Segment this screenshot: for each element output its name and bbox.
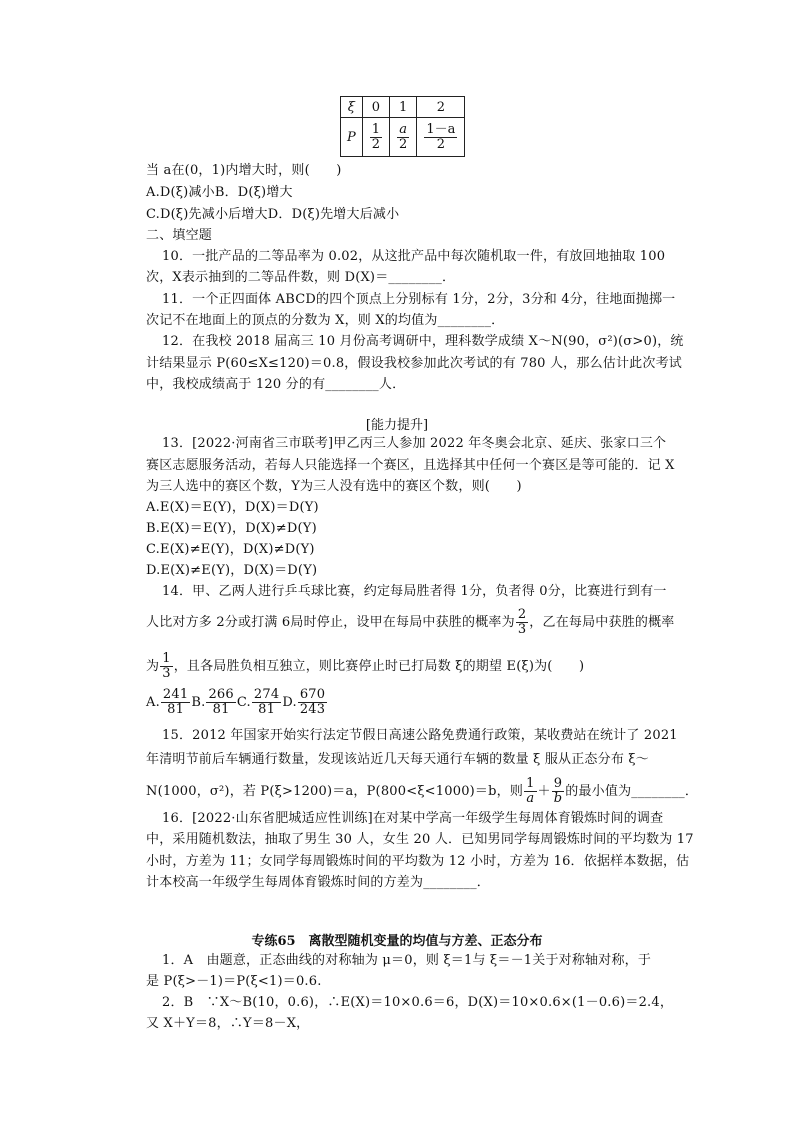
table-header-0: 0 xyxy=(362,97,389,118)
table-header-2: 2 xyxy=(417,97,465,118)
q13-line-3: 为三人选中的赛区个数，Y为三人没有选中的赛区个数，则( ) xyxy=(146,479,522,494)
q13-option-a: A.E(X)＝E(Y)，D(X)＝D(Y) xyxy=(146,500,319,515)
option-d-fraction: $\frac{670}{243}$ xyxy=(299,687,326,717)
q11-line-1: 11．一个正四面体 ABCD的四个顶点上分别标有 1分，2分，3分和 4分，往地面抛掷一 xyxy=(162,292,676,307)
fraction-nine-over-b: $\frac{9}{b}$ xyxy=(553,776,563,806)
q10-line-1: 10．一批产品的二等品率为 0.02，从这批产品中每次随机取一件，有放回地抽取 100 xyxy=(162,249,666,264)
q15-line-3: N(1000，σ²)，若 P(ξ>1200)＝a，P(800<ξ<1000)＝b，则 $\frac{1}{a}$ ＋ $\frac{9}{b}$ 的最小值为________． xyxy=(146,776,699,806)
q14-line-2: 人比对方多 2分或打满 6局时停止，设甲在每局中获胜的概率为 $\frac{2}{3}$ ，乙在每局中获胜的概率 xyxy=(146,607,675,637)
option-line-ab: A.D(ξ)减小B．D(ξ)增大 xyxy=(146,185,293,200)
fraction-one-over-a: $\frac{1}{a}$ xyxy=(526,776,535,806)
answer-1-line-2: 是 P(ξ>－1)＝P(ξ<1)＝0.6. xyxy=(146,974,322,989)
section-heading-fill-blank: 二、填空题 xyxy=(146,228,213,243)
q13-line-1: 13．[2022·河南省三市联考]甲乙丙三人参加 2022 年冬奥会北京、延庆、张家口三个 xyxy=(162,436,667,451)
option-b-fraction: $\frac{266}{81}$ xyxy=(208,687,234,717)
fraction-two-thirds: $\frac{2}{3}$ xyxy=(517,607,527,637)
q15-line-2: 年清明节前后车辆通行数量，发现该站近几天每天通行车辆的数量 ξ 服从正态分布 ξ～ xyxy=(146,752,649,767)
section-ability: [能力提升] xyxy=(365,418,429,433)
q13-option-d: D.E(X)≠E(Y)，D(X)＝D(Y) xyxy=(146,563,318,578)
option-a-fraction: $\frac{241}{81}$ xyxy=(162,687,189,717)
answer-1-line-1: 1．A 由题意，正态曲线的对称轴为 μ＝0，则 ξ＝1与 ξ＝－1关于对称轴对称，于 xyxy=(162,953,652,968)
q11-line-2: 次记不在地面上的顶点的分数为 X，则 X的均值为________． xyxy=(146,313,505,328)
q15-line-1: 15．2012 年国家开始实行法定节假日高速公路免费通行政策，某收费站在统计了 2021 xyxy=(162,728,678,743)
answer-2-line-2: 又 X＋Y＝8，∴Y＝8－X， xyxy=(146,1016,310,1031)
answer-section-title: 专练65 离散型随机变量的均值与方差、正态分布 xyxy=(251,934,543,949)
q16-line-2: 中，采用随机数法，抽取了男生 30 人，女生 20 人．已知男同学每周锻炼时间的平均数为 17 xyxy=(146,832,694,847)
q13-option-b: B.E(X)＝E(Y)，D(X)≠D(Y) xyxy=(146,521,317,536)
q16-line-4: 计本校高一年级学生每周体育锻炼时间的方差为________． xyxy=(146,875,491,890)
table-header-xi: ξ xyxy=(341,97,363,118)
q14-line-3: 为 $\frac{1}{3}$ ，且各局胜负相互独立，则比赛停止时已打局数 ξ的期望 E(ξ)为( ) xyxy=(146,651,585,681)
option-c-fraction: $\frac{274}{81}$ xyxy=(253,687,280,717)
q10-line-2: 次，X表示抽到的二等品件数，则 D(X)＝________． xyxy=(146,270,456,285)
table-header-1: 1 xyxy=(390,97,417,118)
distribution-table xyxy=(340,96,465,157)
q14-options: A. $\frac{241}{81}$ B. $\frac{266}{81}$ C. $\frac{274}{81}$ D. $\frac{670}{243}$ xyxy=(146,687,326,717)
table-cell-p0: $\frac{1}{2}$ xyxy=(362,118,389,157)
q12-line-1: 12．在我校 2018 届高三 10 月份高考调研中，理科数学成绩 X～N(90，σ²)(σ>0)，统 xyxy=(162,334,684,349)
q14-line-1: 14．甲、乙两人进行乒乓球比赛，约定每局胜者得 1分，负者得 0分，比赛进行到有一 xyxy=(162,584,667,599)
fraction-one-third: $\frac{1}{3}$ xyxy=(162,651,171,681)
answer-2-line-1: 2．B ∵X～B(10，0.6)，∴E(X)＝10×0.6＝6，D(X)＝10×0.6×(1－0.6)＝2.4， xyxy=(162,995,674,1010)
q16-line-3: 小时，方差为 11；女同学每周锻炼时间的平均数为 12 小时，方差为 16．依据样本数据，估 xyxy=(146,854,690,869)
table-row-label: P xyxy=(341,118,363,157)
q13-option-c: C.E(X)≠E(Y)，D(X)≠D(Y) xyxy=(146,542,315,557)
q13-line-2: 赛区志愿服务活动，若每人只能选择一个赛区，且选择其中任何一个赛区是等可能的．记 X xyxy=(146,458,675,473)
q12-line-2: 计结果显示 P(60≤X≤120)＝0.8，假设我校参加此次考试的有 780 人，那么估计此次考试 xyxy=(146,356,682,371)
question-stem-line: 当 a在(0，1)内增大时，则( ) xyxy=(146,163,342,178)
q12-line-3: 中，我校成绩高于 120 分的有________人． xyxy=(146,377,406,392)
option-line-cd: C.D(ξ)先减小后增大D．D(ξ)先增大后减小 xyxy=(146,207,400,222)
table-cell-p1: $\frac{a}{2}$ xyxy=(390,118,417,157)
q16-line-1: 16．[2022·山东省肥城适应性训练]在对某中学高一年级学生每周体育锻炼时间的调查 xyxy=(162,811,664,826)
table-cell-p2: $\frac{1-a}{2}$ xyxy=(417,118,465,157)
